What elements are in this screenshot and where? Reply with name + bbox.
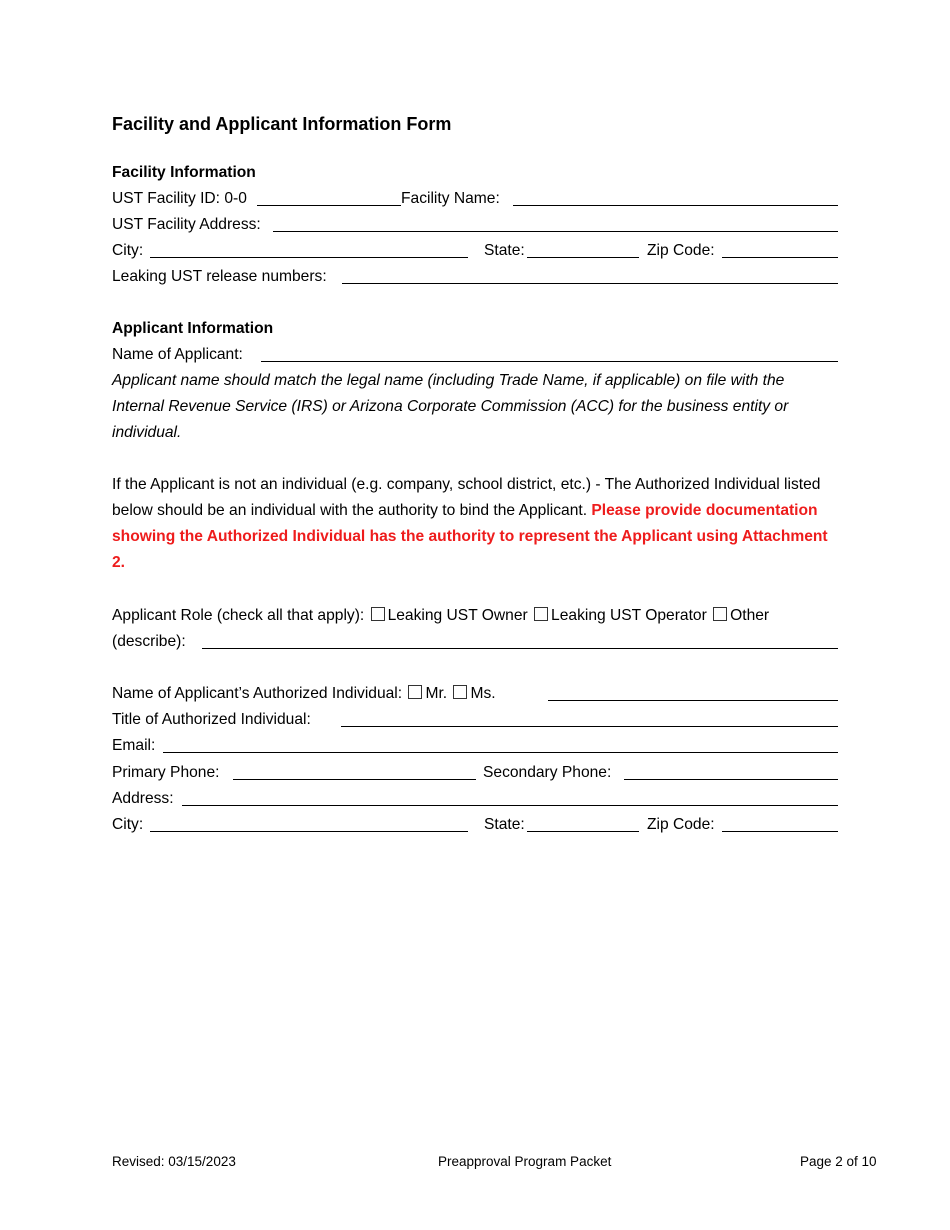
applicant-name-label: Name of Applicant: (112, 346, 243, 363)
authorized-city-field[interactable] (150, 831, 468, 832)
owner-option-label: Leaking UST Owner (387, 607, 528, 624)
footer-page-number: Page 2 of 10 (800, 1154, 877, 1169)
applicant-name-row (112, 342, 838, 368)
release-numbers-label: Leaking UST release numbers: (112, 268, 327, 285)
facility-city-field[interactable] (150, 257, 468, 258)
applicant-name-field[interactable] (261, 361, 838, 362)
authorized-text: If the Applicant is not an individual (e.g. company, school district, etc.) - The Authorized Individual listed below should be an individual with the authority to bind the Applicant. (112, 476, 821, 519)
form-title: Facility and Applicant Information Form (112, 114, 452, 134)
ust-facility-id-label: UST Facility ID: 0-0 (112, 190, 247, 207)
facility-name-label: Facility Name: (401, 190, 500, 207)
mr-checkbox[interactable] (408, 685, 422, 699)
footer-revised: Revised: 03/15/2023 (112, 1154, 236, 1169)
facility-state-field[interactable] (527, 257, 639, 258)
facility-id-row (112, 186, 838, 212)
authorized-title-row (112, 707, 838, 733)
footer-title: Preapproval Program Packet (438, 1154, 612, 1169)
email-row (112, 733, 838, 759)
authorized-zip-label: Zip Code: (647, 816, 715, 833)
applicant-role-label: Applicant Role (check all that apply): (112, 607, 365, 624)
facility-city-label: City: (112, 242, 144, 259)
authorized-city-row (112, 812, 838, 838)
ms-checkbox[interactable] (453, 685, 467, 699)
facility-heading: Facility Information (112, 164, 256, 181)
address-field[interactable] (182, 805, 838, 806)
authorized-name-label-text: Name of Applicant’s Authorized Individual: (112, 685, 403, 702)
authorized-paragraph (112, 472, 838, 576)
mr-label: Mr. (425, 685, 448, 702)
other-option-label: Other (730, 607, 770, 624)
authorized-zip-field[interactable] (722, 831, 838, 832)
describe-row (112, 629, 838, 655)
describe-label: (describe): (112, 633, 186, 650)
email-label: Email: (112, 737, 156, 754)
authorized-name-label (112, 681, 496, 707)
email-field[interactable] (163, 752, 838, 753)
other-checkbox[interactable] (713, 607, 727, 621)
authorized-name-field[interactable] (548, 700, 838, 701)
facility-city-row (112, 238, 838, 264)
facility-name-field[interactable] (513, 205, 838, 206)
operator-checkbox[interactable] (534, 607, 548, 621)
address-label: Address: (112, 790, 174, 807)
authorized-warning: Please provide documentation showing the Authorized Individual has the authority to represent the Applicant using Attachment 2. (112, 502, 828, 571)
phone-row (112, 760, 838, 786)
primary-phone-label: Primary Phone: (112, 764, 220, 781)
release-numbers-row (112, 264, 838, 290)
applicant-name-note: Applicant name should match the legal name (including Trade Name, if applicable) on file with the Internal Revenue Service (IRS) or Arizona Corporate Commission (ACC) for the business entity or individual. (112, 372, 789, 441)
secondary-phone-label: Secondary Phone: (483, 764, 612, 781)
authorized-name-row (112, 681, 838, 707)
applicant-role-row (112, 603, 838, 629)
facility-address-row (112, 212, 838, 238)
authorized-city-label: City: (112, 816, 144, 833)
form-page (112, 0, 838, 1230)
facility-state-label: State: (484, 242, 525, 259)
facility-address-label: UST Facility Address: (112, 216, 261, 233)
describe-field[interactable] (202, 648, 838, 649)
ust-facility-id-field[interactable] (257, 205, 401, 206)
secondary-phone-field[interactable] (624, 779, 838, 780)
applicant-heading: Applicant Information (112, 320, 274, 337)
release-numbers-field[interactable] (342, 283, 838, 284)
address-row (112, 786, 838, 812)
authorized-title-label: Title of Authorized Individual: (112, 711, 311, 728)
authorized-state-label: State: (484, 816, 525, 833)
facility-address-field[interactable] (273, 231, 838, 232)
facility-zip-label: Zip Code: (647, 242, 715, 259)
operator-option-label: Leaking UST Operator (551, 607, 707, 624)
authorized-state-field[interactable] (527, 831, 639, 832)
primary-phone-field[interactable] (233, 779, 476, 780)
owner-checkbox[interactable] (371, 607, 385, 621)
facility-zip-field[interactable] (722, 257, 838, 258)
ms-label: Ms. (470, 685, 496, 702)
authorized-title-field[interactable] (341, 726, 838, 727)
